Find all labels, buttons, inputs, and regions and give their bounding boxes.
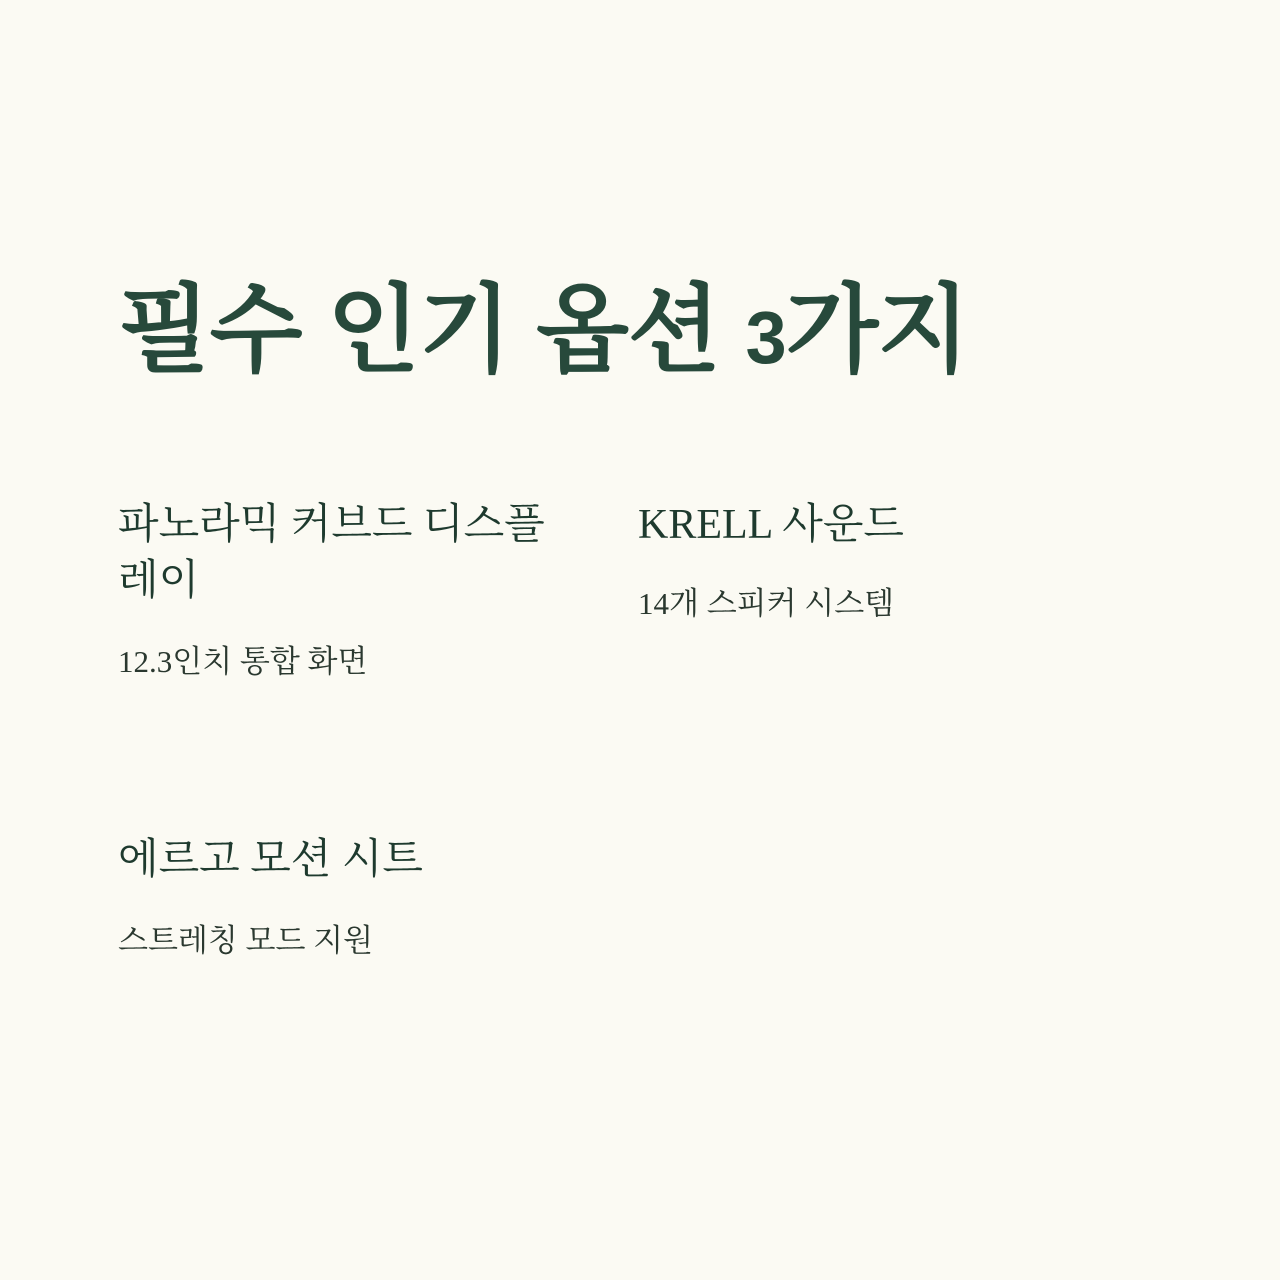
page-title xyxy=(118,276,969,386)
page-title-prefix: 필수 인기 옵션 xyxy=(118,277,746,385)
feature-title: KRELL 사운드 xyxy=(638,502,904,548)
page-title-suffix: 가지 xyxy=(785,277,970,385)
feature-title: 파노라믹 커브드 디스플레이 xyxy=(118,502,545,604)
feature-subtitle: 12.3인치 통합 화면 xyxy=(118,643,368,679)
feature-list xyxy=(118,498,1162,962)
feature-item-display xyxy=(118,498,638,683)
feature-row-top xyxy=(118,498,1162,683)
feature-title: 에르고 모션 시트 xyxy=(118,837,424,884)
feature-subtitle: 14개 스피커 시스템 xyxy=(638,585,895,621)
page-title-count: 3 xyxy=(745,296,786,380)
feature-item-sound xyxy=(638,498,1108,625)
feature-item-seat xyxy=(118,833,638,962)
feature-row-bottom xyxy=(118,833,1162,962)
feature-subtitle: 스트레칭 모드 지원 xyxy=(118,922,374,958)
